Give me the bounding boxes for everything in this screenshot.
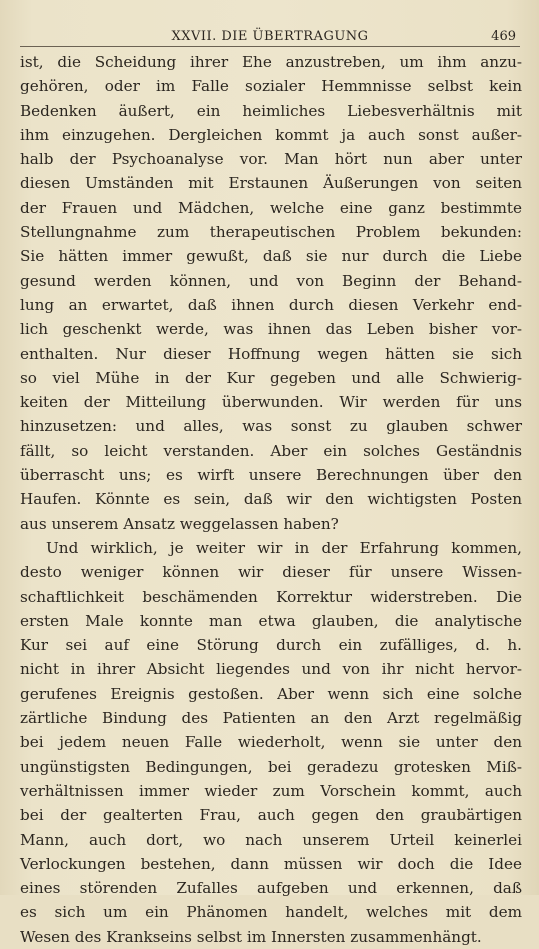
- text-line: zärtliche Bindung des Patienten an den Arzt regelmäßig: [20, 709, 522, 728]
- text-line: ihm einzugehen. Dergleichen kommt ja auch sonst außer-: [20, 125, 522, 144]
- page-number: 469: [491, 29, 516, 44]
- text-line: gehören, oder im Falle sozialer Hemmnisse selbst kein: [20, 77, 522, 96]
- text-line: hinzusetzen: und alles, was sonst zu glauben schwer: [20, 417, 522, 436]
- text-line: bei jedem neuen Falle wiederholt, wenn sie unter den: [20, 733, 522, 752]
- text-line: so viel Mühe in der Kur gegeben und alle Schwierig-: [20, 368, 522, 387]
- text-line: Wesen des Krankseins selbst im Innersten zusammenhängt.: [20, 927, 482, 946]
- text-line: bei der gealterten Frau, auch gegen den graubärtigen: [20, 806, 522, 825]
- text-line: eines störenden Zufalles aufgeben und erkennen, daß: [20, 879, 522, 898]
- text-line: keiten der Mitteilung überwunden. Wir werden für uns: [20, 393, 522, 412]
- text-line: Verlockungen bestehen, dann müssen wir doch die Idee: [20, 854, 522, 873]
- text-line: nicht in ihrer Absicht liegendes und von ihr nicht hervor-: [20, 660, 522, 679]
- text-line: lung an erwartet, daß ihnen durch diesen Verkehr end-: [20, 295, 522, 314]
- running-title: XXVII. DIE ÜBERTRAGUNG: [171, 29, 369, 44]
- running-head: [20, 28, 520, 47]
- text-line: gerufenes Ereignis gestoßen. Aber wenn sich eine solche: [20, 684, 522, 703]
- text-line: schaftlichkeit beschämenden Korrektur widerstreben. Die: [20, 587, 522, 606]
- text-line: Bedenken äußert, ein heimliches Liebesverhältnis mit: [20, 101, 522, 120]
- text-line: Mann, auch dort, wo nach unserem Urteil keinerlei: [20, 830, 522, 849]
- text-line: Kur sei auf eine Störung durch ein zufälliges, d. h.: [20, 636, 522, 655]
- text-line: diesen Umständen mit Erstaunen Äußerungen von seiten: [20, 174, 522, 193]
- text-line: Und wirklich, je weiter wir in der Erfahrung kommen,: [46, 538, 522, 557]
- text-line: ersten Male konnte man etwa glauben, die analytische: [20, 611, 522, 630]
- text-line: der Frauen und Mädchen, welche eine ganz bestimmte: [20, 198, 522, 217]
- text-line: es sich um ein Phänomen handelt, welches mit dem: [20, 903, 522, 922]
- text-line: ungünstigsten Bedingungen, bei geradezu grotesken Miß-: [20, 757, 522, 776]
- text-line: verhältnissen immer wieder zum Vorschein kommt, auch: [20, 781, 522, 800]
- body-text: [20, 50, 522, 949]
- text-line: enthalten. Nur dieser Hoffnung wegen hätten sie sich: [20, 344, 522, 363]
- text-line: halb der Psychoanalyse vor. Man hört nun aber unter: [20, 150, 522, 169]
- text-line: überrascht uns; es wirft unsere Berechnungen über den: [20, 466, 522, 485]
- text-line: lich geschenkt werde, was ihnen das Leben bisher vor-: [20, 320, 522, 339]
- text-line: desto weniger können wir dieser für unsere Wissen-: [20, 563, 522, 582]
- text-line: Haufen. Könnte es sein, daß wir den wichtigsten Posten: [20, 490, 522, 509]
- text-line: ist, die Scheidung ihrer Ehe anzustreben, um ihm anzu-: [20, 53, 522, 71]
- text-line: gesund werden können, und von Beginn der Behand-: [20, 271, 522, 290]
- text-line: Sie hätten immer gewußt, daß sie nur durch die Liebe: [20, 247, 522, 266]
- text-line: fällt, so leicht verstanden. Aber ein solches Geständnis: [20, 441, 522, 460]
- text-line: Stellungnahme zum therapeutischen Problem bekunden:: [20, 223, 522, 242]
- text-line: aus unserem Ansatz weggelassen haben?: [20, 514, 339, 533]
